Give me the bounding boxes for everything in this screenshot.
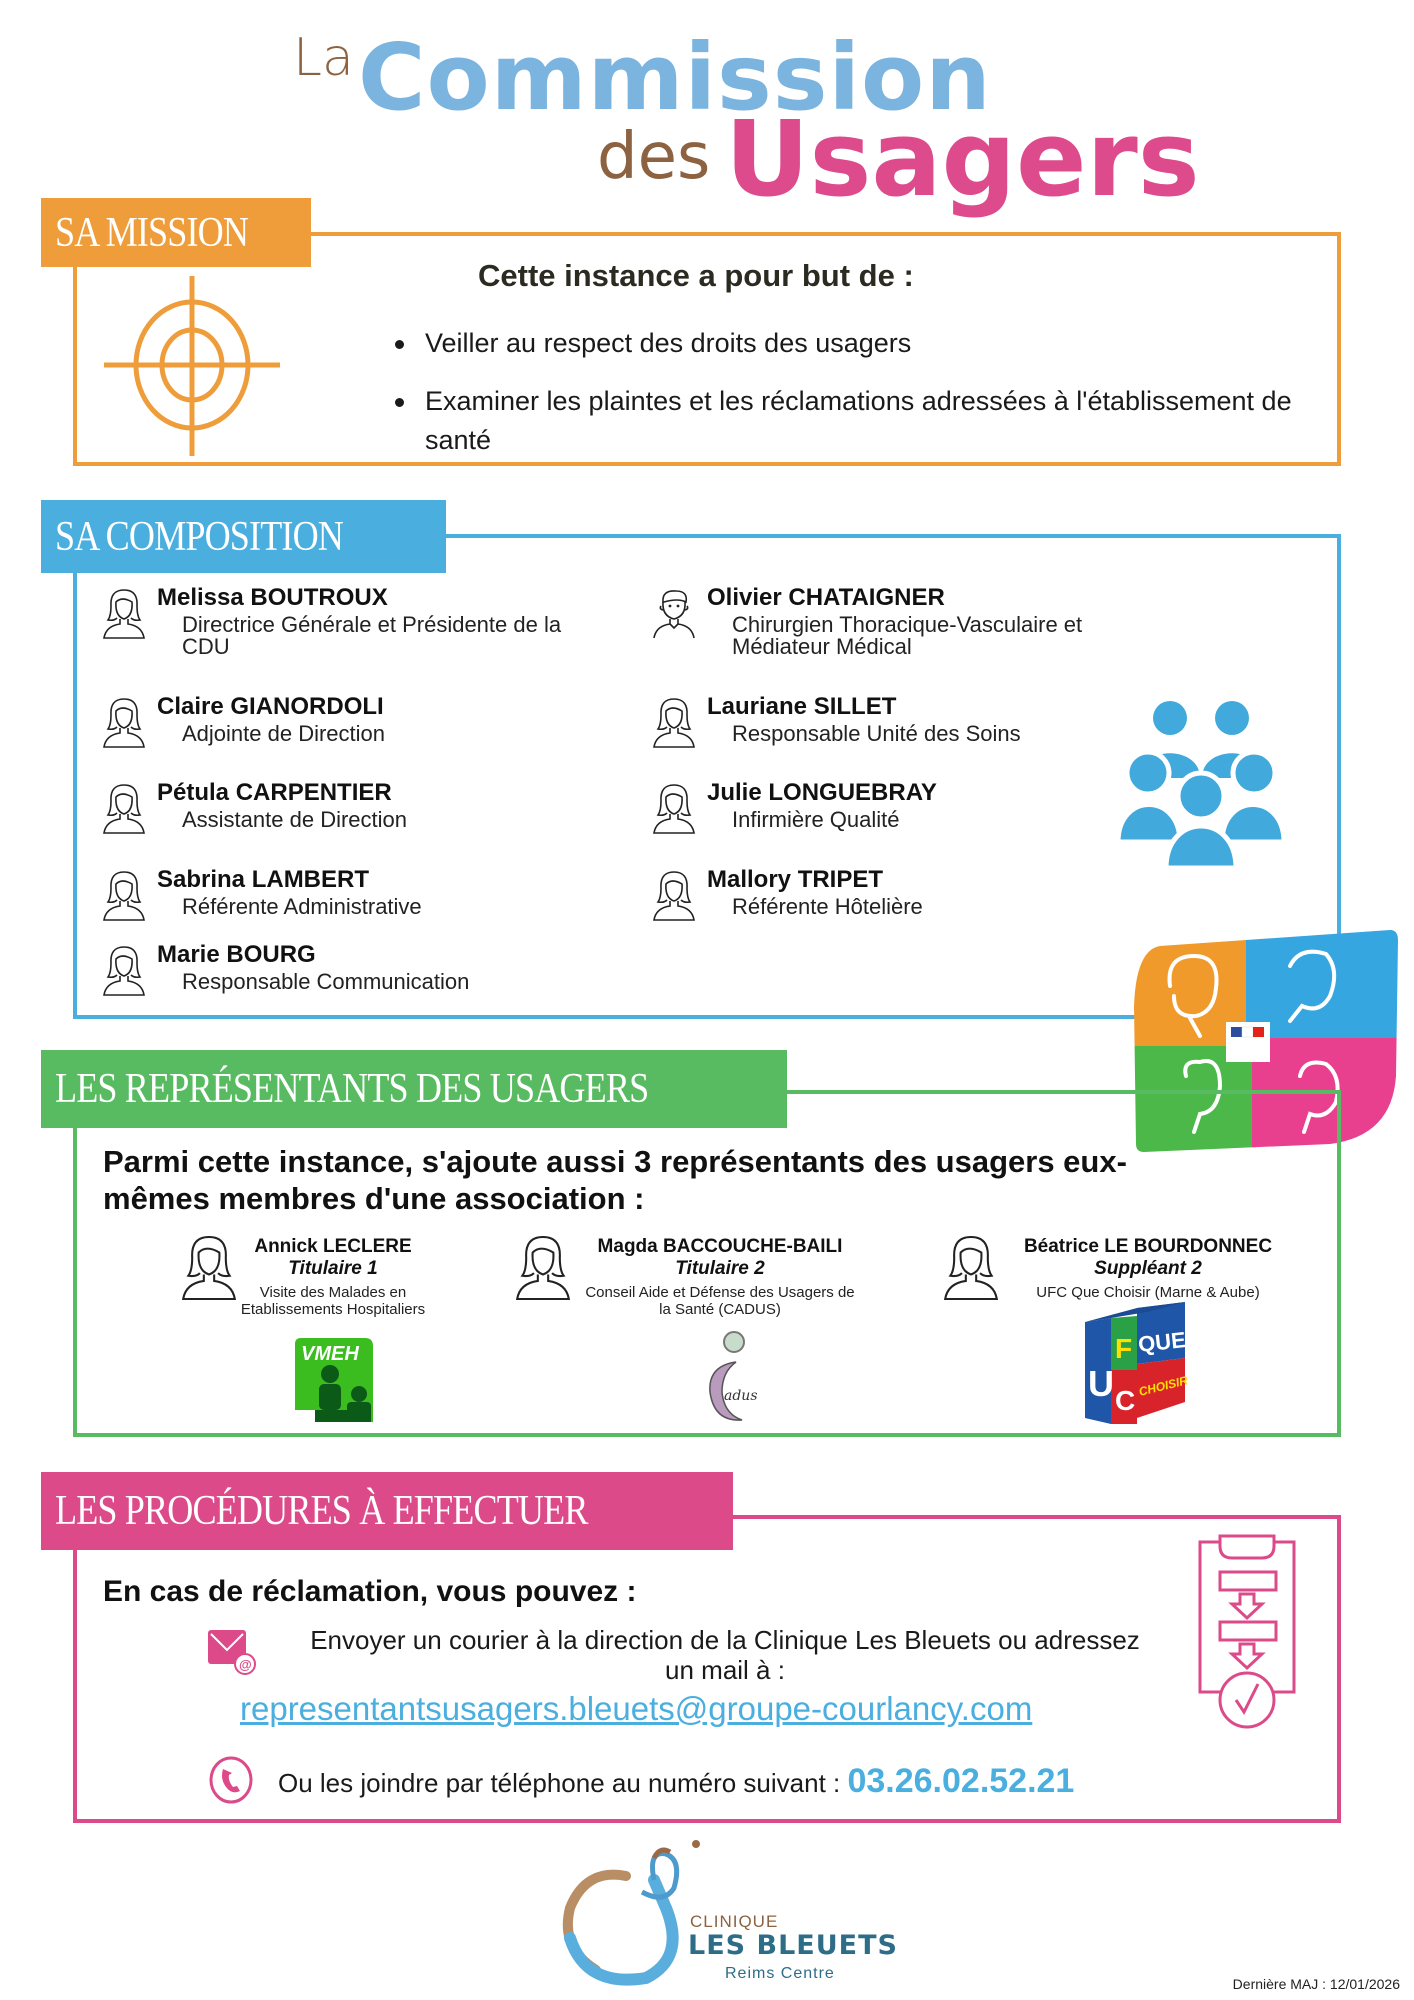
- representative-association: UFC Que Choisir (Marne & Aube): [1036, 1284, 1260, 1301]
- member-name: Melissa BOUTROUX: [157, 584, 388, 611]
- member-name: Olivier CHATAIGNER: [707, 584, 945, 611]
- composition-tab: [41, 500, 446, 573]
- member-role: Assistante de Direction: [182, 807, 407, 832]
- procedures-tab: [41, 1472, 733, 1550]
- representative-title: Titulaire 1: [288, 1258, 378, 1279]
- svg-text:U: U: [1088, 1363, 1114, 1404]
- svg-text:@: @: [239, 1657, 252, 1672]
- mission-tab-label: SA MISSION: [55, 209, 249, 256]
- woman-icon: [100, 945, 148, 997]
- logo-reims-text: Reims Centre: [725, 1965, 835, 1982]
- representative-association: Conseil Aide et Défense des Usagers de la Santé (CADUS): [585, 1284, 855, 1318]
- woman-icon: [512, 1232, 574, 1309]
- representative: [1002, 1236, 1294, 1301]
- representative-name: Magda BACCOUCHE-BAILI: [597, 1236, 843, 1257]
- member-role: Adjointe de Direction: [182, 721, 386, 746]
- email-link[interactable]: representantsusagers.bleuets@groupe-courlancy.com: [240, 1690, 1033, 1727]
- vmeh-logo: [295, 1338, 375, 1428]
- people-group-icon: [1118, 700, 1288, 870]
- member-name: Claire GIANORDOLI: [157, 693, 384, 720]
- logo-bleuets-text: LES BLEUETS: [688, 1930, 898, 1961]
- title-des: des: [597, 120, 711, 194]
- woman-icon: [178, 1232, 240, 1309]
- woman-icon: [100, 697, 148, 749]
- woman-icon: [650, 697, 698, 749]
- title-usagers: Usagers: [725, 98, 1200, 220]
- procedures-tab-label: LES PROCÉDURES À EFFECTUER: [55, 1488, 588, 1534]
- representative: [578, 1236, 862, 1318]
- cadus-logo-text: adus: [724, 1388, 758, 1404]
- member-name: Pétula CARPENTIER: [157, 779, 392, 806]
- woman-icon: [650, 783, 698, 835]
- member-role: Responsable Unité des Soins: [732, 721, 1021, 746]
- bullet-dot: [395, 340, 404, 349]
- representants-tab-label: LES REPRÉSENTANTS DES USAGERS: [55, 1066, 649, 1112]
- phone-line: [278, 1762, 1074, 1801]
- svg-text:F: F: [1115, 1333, 1133, 1364]
- procedures-heading: En cas de réclamation, vous pouvez :: [103, 1575, 637, 1608]
- mission-bullet: Veiller au respect des droits des usagers: [395, 324, 1315, 363]
- last-update: Dernière MAJ : 12/01/2026: [1232, 1976, 1400, 1992]
- mail-instructions: Envoyer un courier à la direction de la Clinique Les Bleuets ou adressez un mail à :: [310, 1625, 1140, 1685]
- representative-name: Béatrice LE BOURDONNEC: [1023, 1236, 1273, 1257]
- member-name: Julie LONGUEBRAY: [707, 779, 937, 806]
- representative-title: Titulaire 2: [675, 1258, 765, 1279]
- member-name: Marie BOURG: [157, 941, 316, 968]
- cadus-logo: [702, 1330, 762, 1424]
- mission-heading: Cette instance a pour but de :: [478, 258, 914, 293]
- representants-tab: [41, 1050, 787, 1128]
- svg-text:CHOISIR: CHOISIR: [1137, 1373, 1190, 1399]
- clinique-logo-mark: [556, 1838, 706, 1988]
- mission-tab: [41, 198, 311, 267]
- member-role: Référente Administrative: [182, 894, 422, 919]
- representative-association: Visite des Malades en Etablissements Hospitaliers: [240, 1284, 426, 1318]
- member-role: Chirurgien Thoracique-Vasculaire et Médiateur Médical: [732, 612, 1083, 659]
- member-name: Sabrina LAMBERT: [157, 866, 370, 893]
- ufc-que-choisir-logo: [1077, 1298, 1191, 1424]
- member-role: Infirmière Qualité: [732, 807, 900, 832]
- phone-text: Ou les joindre par téléphone au numéro suivant :: [278, 1768, 848, 1798]
- woman-icon: [100, 870, 148, 922]
- phone-number[interactable]: 03.26.02.52.21: [847, 1762, 1075, 1800]
- svg-text:C: C: [1115, 1385, 1136, 1416]
- svg-text:QUE: QUE: [1136, 1327, 1187, 1357]
- woman-icon: [650, 870, 698, 922]
- composition-tab-label: SA COMPOSITION: [55, 513, 344, 560]
- woman-icon: [100, 783, 148, 835]
- procedure-flowchart-icon: [1196, 1532, 1298, 1732]
- target-icon: [102, 268, 282, 458]
- representative: [240, 1236, 426, 1318]
- bullet-dot: [395, 398, 404, 407]
- mail-icon: [208, 1630, 258, 1676]
- representative-title: Suppléant 2: [1094, 1258, 1202, 1279]
- member-role: Directrice Générale et Présidente de la CDU: [182, 612, 562, 659]
- title-la: La: [293, 28, 354, 88]
- title-commission: Commission: [358, 24, 992, 131]
- member-name: Mallory TRIPET: [707, 866, 884, 893]
- woman-icon: [100, 588, 148, 640]
- vmeh-logo-text: VMEH: [301, 1343, 359, 1365]
- mission-bullet: Examiner les plaintes et les réclamations adressées à l'établissement de santé: [395, 382, 1315, 460]
- representants-intro: Parmi cette instance, s'ajoute aussi 3 représentants des usagers eux-mêmes membres d'une association :: [103, 1144, 1127, 1216]
- phone-icon: [208, 1755, 254, 1805]
- representative-name: Annick LECLERE: [254, 1236, 412, 1257]
- man-icon: [650, 588, 698, 640]
- member-role: Référente Hôtelière: [732, 894, 923, 919]
- woman-icon: [940, 1232, 1002, 1309]
- logo-clinique-text: CLINIQUE: [690, 1912, 779, 1931]
- member-name: Lauriane SILLET: [707, 693, 897, 720]
- member-role: Responsable Communication: [182, 969, 470, 994]
